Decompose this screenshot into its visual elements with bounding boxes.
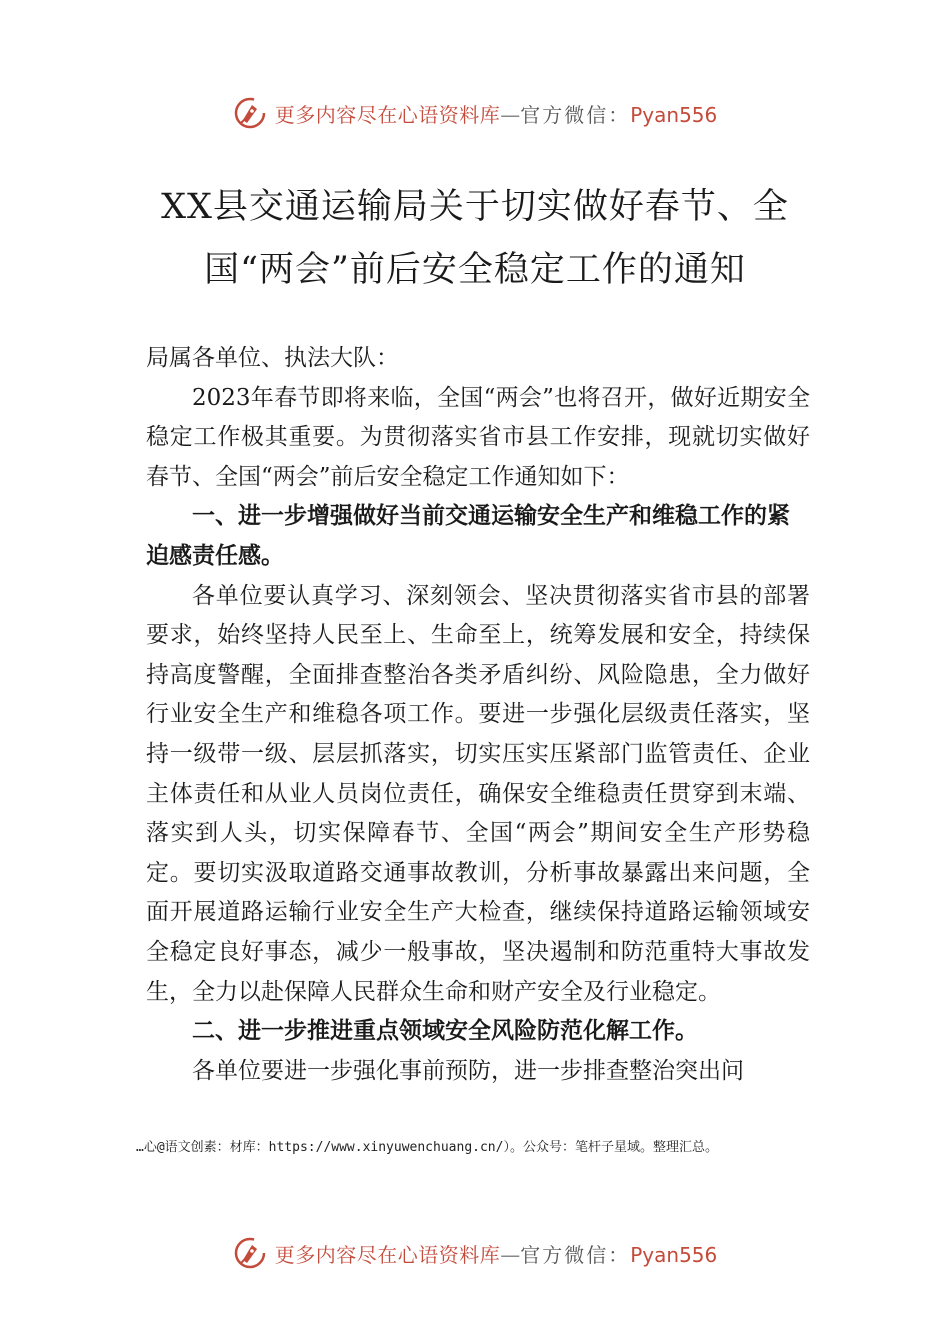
intro-paragraph: 2023年春节即将来临，全国“两会”也将召开，做好近期安全稳定工作极其重要。为贯彻落实省市县工作安排，现就切实做好春节、全国“两会”前后安全稳定工作通知如下： (146, 384, 810, 490)
footer-watermark-banner (0, 1228, 950, 1278)
banner-text (275, 99, 718, 128)
banner-separator: — (500, 1242, 521, 1267)
title-line-1: XX县交通运输局关于切实做好春节、全 (161, 187, 789, 227)
source-footnote: …心@语文创素：材库：https://www.xinyuwenchuang.cn/）。公众号：笔杆子星域。整理汇总。 (136, 1140, 718, 1155)
banner-separator: — (500, 102, 521, 127)
pen-nib-logo-icon (233, 96, 267, 130)
document-title (120, 176, 830, 302)
header-watermark-banner (0, 88, 950, 138)
section-2-paragraph: 各单位要进一步强化事前预防，进一步排查整治突出问 (192, 1057, 744, 1084)
banner-wechat-id: Pyan556 (630, 102, 718, 127)
section-1-paragraph: 各单位要认真学习、深刻领会、坚决贯彻落实省市县的部署要求，始终坚持人民至上、生命至上，统筹发展和安全，持续保持高度警醒，全面排查整治各类矛盾纠纷、风险隐患，全力做好行业安全生产和维稳各项工作。要进一步强化层级责任落实，坚持一级带一级、层层抓落实，切实压实压紧部门监管责任、企业主体责任和从业人员岗位责任，确保安全维稳责任贯穿到末端、落实到人头，切实保障春节、全国“两会”期间安全生产形势稳定。要切实汲取道路交通事故教训，分析事故暴露出来问题，全面开展道路运输行业安全生产大检查，继续保持道路运输领域安全稳定良好事态，减少一般事故，坚决遏制和防范重特大事故发生，全力以赴保障人民群众生命和财产安全及行业稳定。 (146, 582, 810, 1005)
banner-text (275, 1239, 718, 1268)
banner-main-text: 更多内容尽在心语资料库 (274, 1242, 501, 1267)
document-body (146, 339, 810, 1091)
section-2-heading: 二、进一步推进重点领域安全风险防范化解工作。 (192, 1018, 698, 1045)
banner-wechat-label: 官方微信： (520, 102, 631, 127)
banner-main-text: 更多内容尽在心语资料库 (274, 102, 501, 127)
salutation: 局属各单位、执法大队： (146, 345, 399, 371)
title-line-2: 国“两会”前后安全稳定工作的通知 (204, 250, 746, 290)
section-1-heading: 一、进一步增强做好当前交通运输安全生产和维稳工作的紧迫感责任感。 (146, 503, 790, 569)
pen-nib-logo-icon (233, 1236, 267, 1270)
banner-wechat-id: Pyan556 (630, 1242, 718, 1267)
banner-wechat-label: 官方微信： (520, 1242, 631, 1267)
